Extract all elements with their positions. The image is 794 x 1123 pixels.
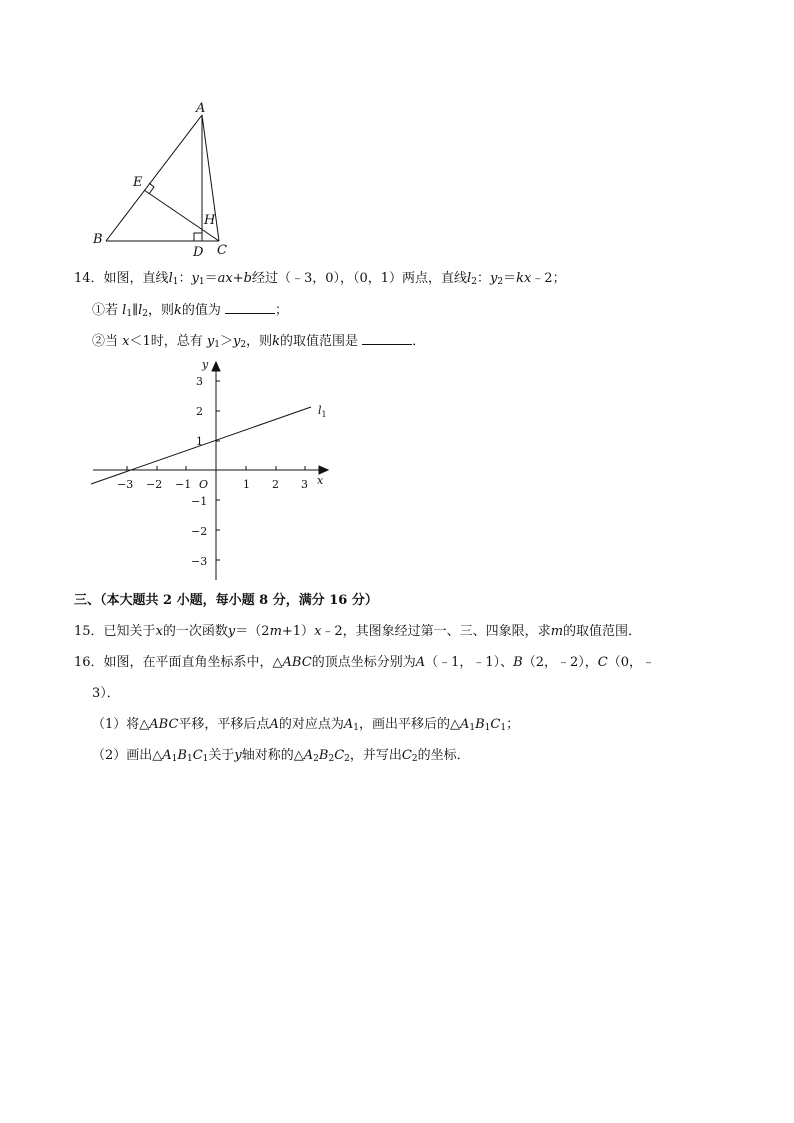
label-e: E — [133, 175, 143, 190]
x-tick-label: 1 — [243, 478, 250, 491]
y-tick-label: 1 — [196, 435, 203, 448]
label-c: C — [217, 243, 227, 258]
q14-stem: 14．如图，直线$l_1$：$y_1=ax+b$经过（﹣3，0），（0，1）两点，直线$l_2$：$y_2=kx﹣2$； — [74, 271, 566, 287]
x-tick-label: 3 — [301, 478, 308, 491]
q16-stem: 16．如图，在平面直角坐标系中，△ABC的顶点坐标分别为A（﹣1，﹣1）、B（2，﹣2），C（0，﹣ — [74, 655, 655, 670]
q16-stem-cont: 3）． — [92, 686, 120, 701]
y-tick-label: 3 — [196, 375, 203, 388]
answer-blank-2[interactable] — [362, 332, 412, 345]
x-tick-label: −2 — [146, 478, 163, 491]
y-tick-label: 2 — [196, 405, 203, 418]
q16-part2: （2）画出$\triangle A_1B_1C_1$关于y轴对称的$\triangle A_2B_2C_2$，并写出$C_2$的坐标． — [92, 748, 470, 764]
line-l1-label: $l_1$ — [318, 404, 327, 419]
x-axis-arrow — [319, 466, 328, 474]
x-tick-label: −1 — [175, 478, 192, 491]
y-tick-label: −2 — [191, 525, 208, 538]
triangle-figure — [85, 98, 245, 260]
label-b: B — [93, 232, 103, 247]
section-3-title: 三、（本大题共 2 小题，每小题 8 分，满分 16 分） — [74, 593, 378, 608]
side-ab — [106, 115, 202, 241]
x-axis-label: x — [317, 474, 324, 487]
y-axis-label: y — [202, 358, 209, 371]
q15: 15．已知关于x的一次函数y＝（2m+1）x﹣2，其图象经过第一、三、四象限，求m的取值范围． — [74, 624, 642, 639]
label-a: A — [196, 101, 206, 116]
q16-part1: （1）将△ABC平移，平移后点A的对应点为$A_1$，画出平移后的$\triangle A_1B_1C_1$； — [92, 717, 520, 733]
y-tick-label: −1 — [191, 495, 208, 508]
right-angle-e — [149, 183, 154, 194]
y-axis-arrow — [212, 362, 220, 371]
origin-label: O — [199, 478, 209, 491]
label-d: D — [193, 245, 204, 260]
answer-blank-1[interactable] — [225, 301, 275, 314]
x-tick-label: 2 — [272, 478, 279, 491]
x-tick-label: −3 — [117, 478, 134, 491]
coordinate-graph — [88, 356, 338, 586]
label-h: H — [204, 213, 216, 228]
y-tick-label: −3 — [191, 555, 208, 568]
q14-part1: ①若 $l_1\parallel l_2$，则k的值为 ； — [92, 303, 289, 319]
q14-part2: ②当 x＜1时，总有 $y_1>y_2$，则k的取值范围是 ． — [92, 334, 426, 350]
right-angle-d — [194, 233, 202, 241]
